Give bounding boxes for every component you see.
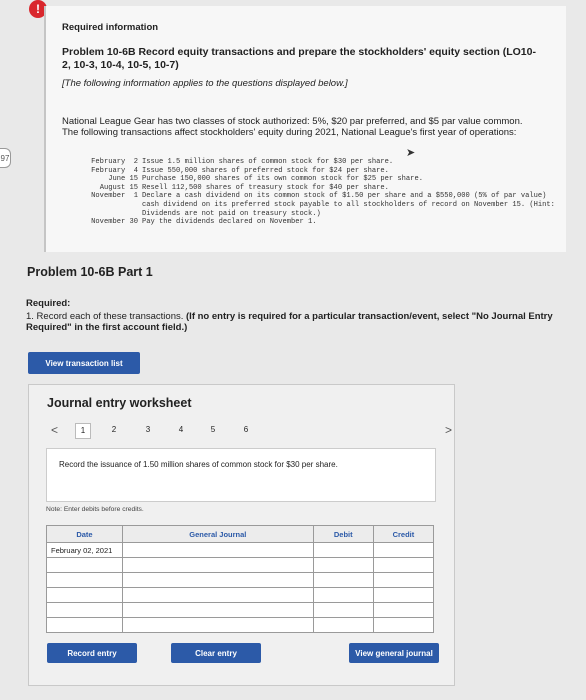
- credit-input[interactable]: [373, 603, 433, 618]
- debit-input[interactable]: [313, 603, 373, 618]
- transaction-date: November 1: [91, 192, 138, 201]
- page-tab-2[interactable]: 2: [111, 425, 117, 434]
- credit-input[interactable]: [373, 618, 433, 633]
- debit-input[interactable]: [313, 558, 373, 573]
- account-input[interactable]: [122, 573, 313, 588]
- transaction-list: [60, 158, 560, 227]
- problem-intro: National League Gear has two classes of stock authorized: 5%, $20 par preferred, and $5 par value common. The following transactions affect stockholders' equity during 2021, National League's first year of operations:: [62, 116, 523, 138]
- account-input[interactable]: [122, 603, 313, 618]
- required-info-title: Required information: [62, 22, 159, 33]
- debits-note: Note: Enter debits before credits.: [46, 506, 144, 513]
- side-tab-badge[interactable]: 97: [0, 148, 11, 168]
- credit-input[interactable]: [373, 558, 433, 573]
- account-input[interactable]: [122, 618, 313, 633]
- column-header-credit: Credit: [373, 526, 433, 543]
- journal-table: [46, 525, 434, 633]
- transaction-row: [60, 175, 560, 184]
- account-input[interactable]: [122, 588, 313, 603]
- table-row: [47, 573, 434, 588]
- clear-entry-button[interactable]: Clear entry: [171, 643, 261, 663]
- chevron-left-icon[interactable]: <: [51, 423, 59, 437]
- table-header-row: [47, 526, 434, 543]
- transaction-row: [60, 192, 560, 218]
- date-cell: [47, 588, 123, 603]
- transaction-date: August 15: [99, 183, 138, 192]
- alert-icon: !: [29, 0, 47, 18]
- chevron-right-icon[interactable]: >: [445, 423, 453, 437]
- transaction-text: Issue 550,000 shares of preferred stock for $24 per share.: [142, 166, 389, 175]
- debit-input[interactable]: [313, 588, 373, 603]
- page-tab-3[interactable]: 3: [145, 425, 151, 434]
- mouse-cursor-icon: ➤: [406, 147, 416, 159]
- transaction-text: Declare a cash dividend on its common stock of $1.50 per share and a $550,000 (5% of par value) cash dividend on its preferred stock payable to all stockholders of record on November 15. (Hint: Dividends are not paid on treasury stock.): [142, 192, 555, 218]
- table-row: [47, 558, 434, 573]
- column-header-debit: Debit: [313, 526, 373, 543]
- column-header-date: Date: [47, 526, 123, 543]
- transaction-description: Record the issuance of 1.50 million shares of common stock for $30 per share.: [59, 460, 338, 469]
- required-label: Required:: [26, 298, 71, 309]
- debit-input[interactable]: [313, 618, 373, 633]
- transaction-text: Resell 112,500 shares of treasury stock for $40 per share.: [142, 183, 389, 192]
- worksheet-pager: [45, 423, 453, 441]
- page-tab-1[interactable]: 1: [75, 423, 91, 439]
- required-information-panel: [44, 6, 566, 252]
- account-input[interactable]: [122, 543, 313, 558]
- debit-input[interactable]: [313, 543, 373, 558]
- column-header-account: General Journal: [122, 526, 313, 543]
- transaction-text: Pay the dividends declared on November 1.: [142, 218, 317, 227]
- page-tab-5[interactable]: 5: [210, 425, 216, 434]
- transaction-date: June 15: [108, 175, 138, 184]
- table-row: [47, 618, 434, 633]
- record-entry-button[interactable]: Record entry: [47, 643, 137, 663]
- part-title: Problem 10-6B Part 1: [27, 265, 153, 279]
- table-row: [47, 588, 434, 603]
- transaction-text: Purchase 150,000 shares of its own common stock for $25 per share.: [142, 175, 423, 184]
- required-text-plain: 1. Record each of these transactions.: [26, 311, 187, 322]
- transaction-row: [60, 167, 560, 176]
- transaction-row: [60, 184, 560, 193]
- required-instructions: [26, 311, 581, 333]
- date-cell: [47, 558, 123, 573]
- transaction-date: November 30: [91, 218, 138, 227]
- account-input[interactable]: [122, 558, 313, 573]
- journal-entry-worksheet: [28, 384, 455, 686]
- credit-input[interactable]: [373, 573, 433, 588]
- transaction-text: Issue 1.5 million shares of common stock for $30 per share.: [142, 158, 394, 166]
- date-cell: [47, 573, 123, 588]
- problem-heading: Problem 10-6B Record equity transactions and prepare the stockholders' equity section (LO10-2, 10-3, 10-4, 10-5, 10-7): [62, 46, 536, 71]
- table-row: [47, 543, 434, 558]
- view-transaction-list-button[interactable]: View transaction list: [28, 352, 140, 374]
- date-cell: [47, 603, 123, 618]
- date-cell[interactable]: February 02, 2021: [47, 543, 123, 558]
- transaction-date: February 2: [91, 158, 138, 166]
- page-tab-4[interactable]: 4: [178, 425, 184, 434]
- credit-input[interactable]: [373, 588, 433, 603]
- transaction-date: February 4: [91, 166, 138, 175]
- transaction-row: [60, 218, 560, 227]
- date-cell: [47, 618, 123, 633]
- info-note: [The following information applies to the questions displayed below.]: [62, 78, 348, 89]
- page-tab-6[interactable]: 6: [243, 425, 249, 434]
- transaction-row: [60, 158, 560, 167]
- view-general-journal-button[interactable]: View general journal: [349, 643, 439, 663]
- required-text-bold: (If no entry is required for a particular transaction/event, select "No Journal Entry Required" in the first account field.): [26, 311, 553, 333]
- transaction-description-box: [46, 448, 436, 502]
- credit-input[interactable]: [373, 543, 433, 558]
- worksheet-title: Journal entry worksheet: [47, 396, 192, 410]
- debit-input[interactable]: [313, 573, 373, 588]
- table-row: [47, 603, 434, 618]
